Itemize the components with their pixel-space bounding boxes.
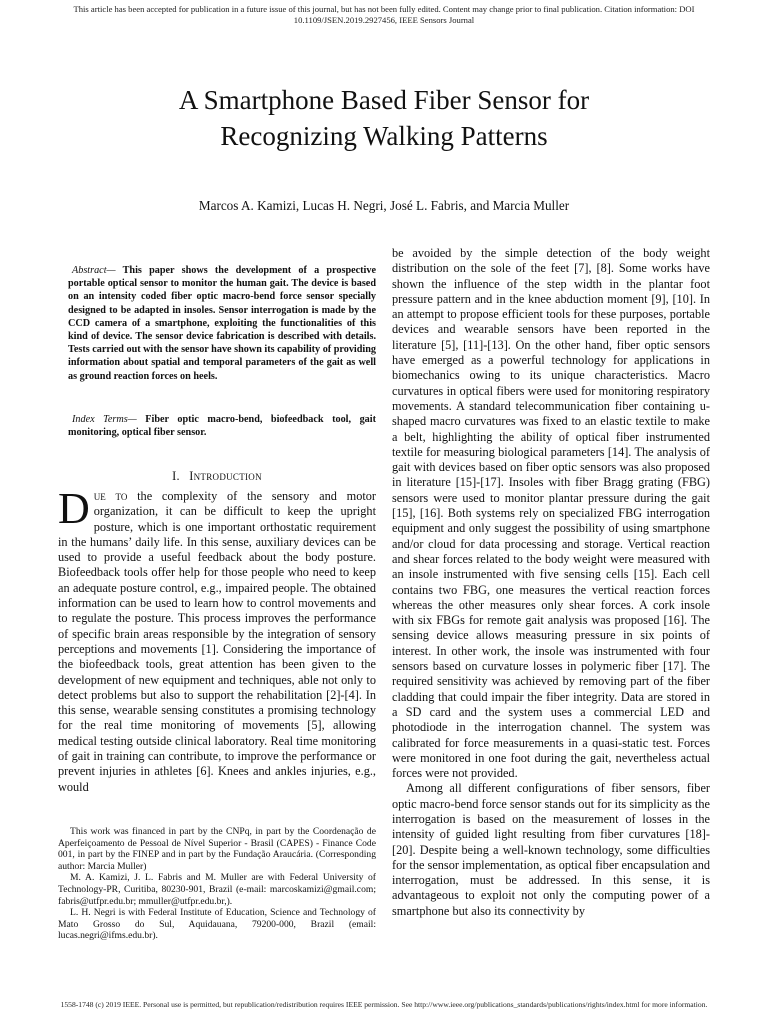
copyright-footer: 1558-1748 (c) 2019 IEEE. Personal use is permitted, but republication/redistribution requires IEEE permission. See http://www.ieee.org/publications_standards/publications/rights/index.html for more information.	[60, 1000, 708, 1009]
section-number: I.	[172, 469, 180, 483]
introduction-body	[58, 484, 376, 795]
index-terms-lead: Index Terms—	[72, 414, 137, 425]
intro-smallcaps: ue to	[93, 489, 128, 503]
author-list: Marcos A. Kamizi, Lucas H. Negri, José L. Fabris, and Marcia Muller	[198, 198, 570, 213]
footnote-affiliation-utfpr: M. A. Kamizi, J. L. Fabris and M. Muller are with Federal University of Technology-PR, Curitiba, 80230-901, Brazil (e-mail: marcoskamizi@gmail.com; fabris@utfpr.edu.br; mmuller@utfpr.edu.br,).	[58, 872, 376, 907]
index-terms-text: Fiber optic macro-bend, biofeedback tool, gait monitoring, optical fiber sensor.	[68, 414, 376, 439]
footnote-affiliation-ifms: L. H. Negri is with Federal Institute of Education, Science and Technology of Mato Grosso do Sul, Aquidauana, 79200-000, Brazil (email: lucas.negri@ifms.edu.br).	[58, 907, 376, 942]
right-paragraph-1: be avoided by the simple detection of the body weight distribution on the sole of the feet [7], [8]. Some works have shown the influence of the step width in the plantar foot pressure pattern and in the knee abduction moment [9], [10]. In an attempt to propose efficient tools for these purposes, portable devices and wearable sensors have been reported in the literature [5], [11]-[13]. On the other hand, fiber optic sensors have emerged as a powerful technology for applications in biomechanics owing to its unique characteristics. Macro curvatures in optical fibers were used for monitoring respiratory movements. A standard telecommunication fiber containing u-shaped macro curvatures was fixed to an elastic textile to make a belt, highlighting the ability of optical fiber instrumented textile for measuring biological parameters [14]. The analysis of gait with devices based on fiber optic sensors was also proposed in literature [15]-[17]. Insoles with fiber Bragg grating (FBG) sensors were used to monitor plantar pressure during the gait [15], [16]. Both systems rely on specialized FBG interrogation equipment and only suggest the possibility of using smartphone and/or cloud for data processing and storage. Vertical reaction and shear forces related to the body weight were measured with an insole instrumented with five sensing cells [15]. Each cell contains two FBG, one measures the vertical reaction forces whereas the other measures only shear forces. A cork insole with six FBGs for remote gait analysis was proposed [16]. The sensing device allows measuring pressure in six points of interest. In other work, the insole was instrumented with four sensors based on curvature losses in polymeric fiber [17]. The required sensitivity was achieved by removing part of the fiber cladding that could impair the fiber integrity. Data are stored in a SD card and the system uses a commercial LED and photodiode in the interrogation channel. The system was calibrated for force measurements in a quasi-static test. Forces were monitored in one foot during the gait, nevertheless actual forces were not provided.	[392, 246, 710, 781]
section-heading-introduction	[58, 469, 376, 484]
drop-cap: D	[58, 484, 90, 533]
index-terms	[68, 413, 376, 439]
section-title: Introduction	[189, 469, 262, 483]
title-line-1: A Smartphone Based Fiber Sensor for	[178, 85, 590, 115]
right-column-body	[392, 246, 710, 919]
abstract	[68, 264, 376, 383]
intro-paragraph	[58, 484, 376, 795]
paper-title	[60, 82, 708, 154]
intro-text: the complexity of the sensory and motor organization, it can be difficult to keep the upright posture, which is one important orthostatic requirement in the humans’ daily life. In this sense, auxiliary devices can be used to provide a useful feedback about the body posture. Biofeedback tools offer help for those people who need to keep an adequate posture control, e.g., impaired people. The obtained information can be used to learn how to control movements and to regulate the posture. This process improves the performance of specific brain areas responsible by the integration of sensory perceptions and movements [1]. Considering the importance of the biofeedback tools, great attention has been given to the development of new equipment and techniques, able not only to detect problems but also to support the rehabilitation [2]-[4]. In this sense, wearable sensing constitutes a promising technology for the real time monitoring of movements [5], allowing medical testing outside clinical laboratory. Real time monitoring of gait in training can contribute, to improve the performance or prevent injuries in athletes [6]. Knees and ankles injuries, e.g., would	[58, 489, 376, 794]
abstract-text: This paper shows the development of a prospective portable optical sensor to monitor the human gait. The device is based on an intensity coded fiber optic macro-bend force sensor specially designed to be adapted in insoles. Sensor interrogation is made by the CCD camera of a smartphone, exploiting the functionalities of this kind of device. The sensor device fabrication is described with details. Tests carried out with the sensor have shown its capability of providing information about spatial and temporal parameters of the gait as well as ground reaction forces on heels.	[68, 265, 377, 382]
title-line-2: Recognizing Walking Patterns	[220, 121, 548, 151]
footnotes	[58, 826, 376, 942]
journal-header-note: This article has been accepted for publication in a future issue of this journal, but has not been fully edited. Content may change prior to final publication. Citation information: DOI 10.1109/JSEN.2019.2927456, IEEE Sensors Journal	[73, 4, 695, 25]
footnote-funding: This work was financed in part by the CNPq, in part by the Coordenação de Aperfeiçoamento de Pessoal de Nível Superior - Brasil (CAPES) - Finance Code 001, in part by the FINEP and in part by the Fundação Araucária. (Corresponding author: Marcia Muller)	[58, 826, 376, 872]
right-paragraph-2: Among all different configurations of fiber sensors, fiber optic macro-bend force sensor stands out for its simplicity as the interrogation is based on the measurement of losses in the intensity of guided light resulting from fiber curvatures [18]-[20]. Despite being a well-known technology, some difficulties for the sensor implementation, as optical fiber encapsulation and interrogation, must be addressed. In this sense, it is advantageous to exploit not only the computing power of a smartphone but also its connectivity by	[392, 781, 710, 918]
abstract-lead: Abstract—	[72, 265, 116, 276]
